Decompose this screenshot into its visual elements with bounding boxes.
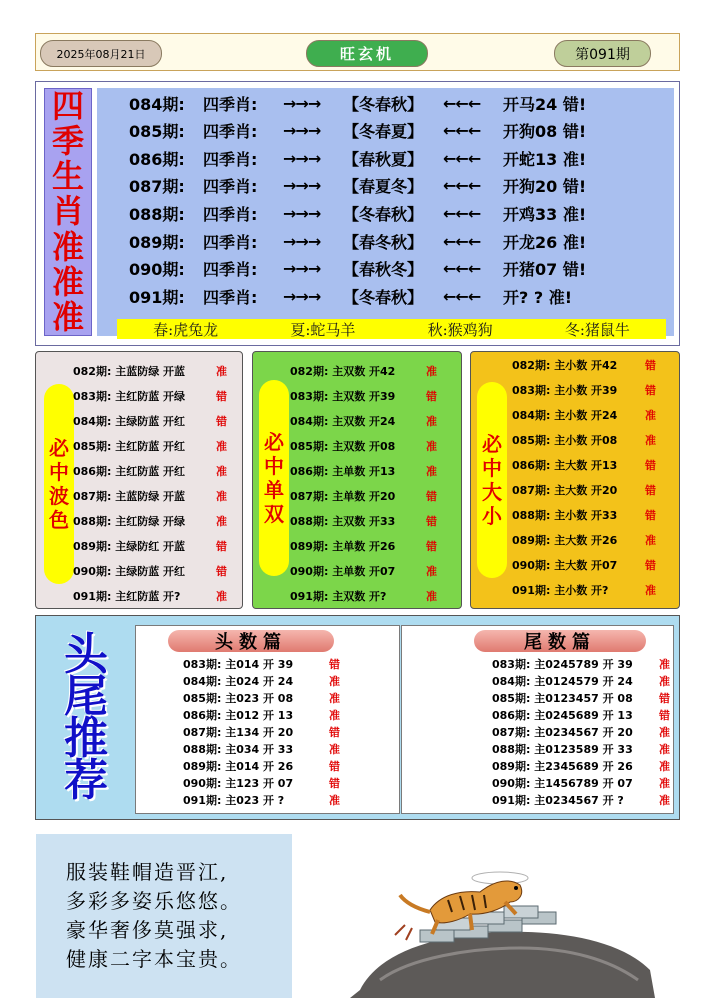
result-row <box>492 707 702 723</box>
row-text: 086期: 主0245689 开 13 <box>492 709 633 722</box>
row-mark: 错 <box>645 384 656 397</box>
row-text: 082期: 主蓝防绿 开蓝 <box>73 365 186 378</box>
four-seasons-title <box>44 88 92 336</box>
row-text: 086期: 主单数 开13 <box>290 465 396 478</box>
row-mark: 准 <box>426 465 437 478</box>
row-mark: 准 <box>659 658 670 671</box>
row-pick: 【春秋冬】 <box>343 260 424 280</box>
head-tail-section <box>35 615 680 820</box>
poem-line: 多彩多姿乐悠悠。 <box>66 889 242 913</box>
row-text: 091期: 主0234567 开 ? <box>492 794 624 807</box>
row-text: 082期: 主双数 开42 <box>290 365 396 378</box>
row-mark: 错 <box>216 415 227 428</box>
result-row <box>492 775 702 791</box>
row-text: 087期: 主134 开 20 <box>183 726 294 739</box>
row-arrow-right: →→→ <box>283 176 321 196</box>
row-text: 084期: 主024 开 24 <box>183 675 294 688</box>
title-char: 准 <box>51 297 84 336</box>
row-label: 四季肖: <box>203 204 258 224</box>
row-text: 086期: 主红防蓝 开红 <box>73 465 186 478</box>
result-row <box>492 741 702 757</box>
row-result: 开狗20 错! <box>503 177 587 197</box>
page-title: 旺玄机 <box>306 40 428 67</box>
row-text: 088期: 主034 开 33 <box>183 743 294 756</box>
row-mark: 准 <box>216 465 227 478</box>
tail-number-banner: 尾数篇 <box>474 630 646 652</box>
row-result: 开狗08 错! <box>503 122 587 142</box>
season-winter: 冬:猪鼠牛 <box>564 320 630 339</box>
row-mark: 错 <box>645 509 656 522</box>
row-mark: 准 <box>659 760 670 773</box>
row-text: 083期: 主小数 开39 <box>512 384 618 397</box>
result-row <box>183 758 393 774</box>
row-mark: 准 <box>329 743 340 756</box>
row-issue: 087期: <box>129 177 185 197</box>
result-row <box>290 537 460 555</box>
row-text: 091期: 主红防蓝 开? <box>73 590 181 603</box>
row-arrow-right: →→→ <box>283 259 321 279</box>
row-text: 090期: 主1456789 开 07 <box>492 777 633 790</box>
row-text: 086期: 主012 开 13 <box>183 709 294 722</box>
result-row <box>512 456 682 474</box>
row-text: 082期: 主小数 开42 <box>512 359 618 372</box>
row-mark: 错 <box>426 540 437 553</box>
row-mark: 错 <box>216 390 227 403</box>
row-pick: 【冬春秋】 <box>343 204 424 224</box>
row-text: 085期: 主0123457 开 08 <box>492 692 633 705</box>
row-mark: 准 <box>329 675 340 688</box>
row-text: 087期: 主单数 开20 <box>290 490 396 503</box>
row-mark: 准 <box>216 515 227 528</box>
result-row <box>512 481 682 499</box>
row-result: 开? ? 准! <box>503 287 573 307</box>
head-number-panel <box>135 625 400 814</box>
row-label: 四季肖: <box>203 177 258 197</box>
row-arrow-right: →→→ <box>283 286 321 306</box>
row-label: 四季肖: <box>203 232 258 252</box>
season-legend <box>117 319 666 339</box>
title-char: 四 <box>51 87 84 126</box>
season-autumn: 秋:猴鸡狗 <box>427 320 493 339</box>
row-issue: 085期: <box>129 122 185 142</box>
row-mark: 准 <box>426 590 437 603</box>
title-char: 必 <box>264 430 284 454</box>
result-row <box>512 406 682 424</box>
wave-color-box <box>35 351 243 609</box>
result-row <box>492 724 702 740</box>
row-text: 084期: 主小数 开24 <box>512 409 618 422</box>
result-row <box>73 362 243 380</box>
poem-line: 服装鞋帽造晋江, <box>66 860 229 884</box>
result-row <box>492 792 702 808</box>
row-result: 开猪07 错! <box>503 260 587 280</box>
result-row <box>73 412 243 430</box>
title-char: 肖 <box>51 192 84 231</box>
row-text: 083期: 主红防蓝 开绿 <box>73 390 186 403</box>
result-row <box>183 673 393 689</box>
title-char: 大 <box>482 480 502 504</box>
four-seasons-row <box>129 174 603 198</box>
row-arrow-right: →→→ <box>283 93 321 113</box>
row-issue: 089期: <box>129 232 185 252</box>
result-row <box>512 556 682 574</box>
wave-color-title <box>44 384 74 584</box>
result-row <box>290 562 460 580</box>
row-pick: 【春冬秋】 <box>343 232 424 252</box>
page-header <box>35 33 680 71</box>
row-mark: 错 <box>329 760 340 773</box>
head-number-banner: 头数篇 <box>168 630 334 652</box>
row-mark: 错 <box>659 692 670 705</box>
result-row <box>290 462 460 480</box>
title-char: 波 <box>49 484 69 508</box>
result-row <box>73 437 243 455</box>
four-seasons-row <box>129 201 603 225</box>
row-mark: 错 <box>645 359 656 372</box>
row-pick: 【春秋夏】 <box>343 149 424 169</box>
row-arrow-left: ←←← <box>443 203 481 223</box>
result-row <box>512 531 682 549</box>
row-mark: 准 <box>329 709 340 722</box>
row-mark: 准 <box>659 777 670 790</box>
row-text: 090期: 主123 开 07 <box>183 777 294 790</box>
title-char: 准 <box>51 227 84 266</box>
row-label: 四季肖: <box>203 94 258 114</box>
four-seasons-row <box>129 229 603 253</box>
row-mark: 准 <box>329 692 340 705</box>
row-mark: 准 <box>426 415 437 428</box>
result-row <box>512 356 682 374</box>
row-text: 085期: 主小数 开08 <box>512 434 618 447</box>
result-row <box>290 412 460 430</box>
result-row <box>512 506 682 524</box>
result-row <box>290 362 460 380</box>
result-row <box>512 431 682 449</box>
row-text: 089期: 主2345689 开 26 <box>492 760 633 773</box>
result-row <box>183 792 393 808</box>
row-result: 开龙26 准! <box>503 232 587 252</box>
result-row <box>73 537 243 555</box>
row-text: 084期: 主0124579 开 24 <box>492 675 633 688</box>
result-row <box>183 690 393 706</box>
row-text: 088期: 主0123589 开 33 <box>492 743 633 756</box>
result-row <box>492 690 702 706</box>
big-small-title <box>477 382 507 578</box>
four-seasons-row <box>129 91 603 115</box>
row-text: 088期: 主双数 开33 <box>290 515 396 528</box>
tiger-on-rock-image <box>320 840 662 998</box>
result-row <box>73 512 243 530</box>
title-char: 色 <box>49 508 69 532</box>
head-tail-title <box>50 629 122 806</box>
row-text: 088期: 主小数 开33 <box>512 509 618 522</box>
four-seasons-row <box>129 284 603 308</box>
row-text: 090期: 主绿防蓝 开红 <box>73 565 186 578</box>
result-row <box>290 587 460 605</box>
row-mark: 准 <box>645 434 656 447</box>
odd-even-box <box>252 351 462 609</box>
row-text: 088期: 主红防绿 开绿 <box>73 515 186 528</box>
row-mark: 错 <box>329 777 340 790</box>
title-char: 小 <box>482 504 502 528</box>
result-row <box>73 462 243 480</box>
row-issue: 091期: <box>129 287 185 307</box>
row-text: 085期: 主红防蓝 开红 <box>73 440 186 453</box>
dash-marks <box>395 925 412 940</box>
row-mark: 错 <box>426 490 437 503</box>
row-arrow-left: ←←← <box>443 259 481 279</box>
row-mark: 错 <box>216 565 227 578</box>
row-text: 084期: 主双数 开24 <box>290 415 396 428</box>
result-row <box>512 581 682 599</box>
four-seasons-row <box>129 146 603 170</box>
row-arrow-left: ←←← <box>443 93 481 113</box>
row-pick: 【春夏冬】 <box>343 177 424 197</box>
row-issue: 088期: <box>129 204 185 224</box>
result-row <box>290 512 460 530</box>
row-mark: 准 <box>216 490 227 503</box>
result-row <box>73 487 243 505</box>
row-mark: 错 <box>645 459 656 472</box>
row-mark: 准 <box>216 440 227 453</box>
row-result: 开鸡33 准! <box>503 204 587 224</box>
row-mark: 准 <box>426 365 437 378</box>
result-row <box>183 724 393 740</box>
row-label: 四季肖: <box>203 122 258 142</box>
row-arrow-left: ←←← <box>443 231 481 251</box>
result-row <box>183 775 393 791</box>
row-pick: 【冬春秋】 <box>343 287 424 307</box>
row-mark: 错 <box>329 658 340 671</box>
row-text: 083期: 主双数 开39 <box>290 390 396 403</box>
title-char: 必 <box>49 436 69 460</box>
row-text: 089期: 主大数 开26 <box>512 534 618 547</box>
row-issue: 090期: <box>129 260 185 280</box>
four-seasons-row <box>129 257 603 281</box>
result-row <box>290 387 460 405</box>
title-char: 中 <box>49 460 69 484</box>
result-row <box>183 656 393 672</box>
season-spring: 春:虎兔龙 <box>153 320 219 339</box>
row-arrow-right: →→→ <box>283 203 321 223</box>
row-text: 091期: 主双数 开? <box>290 590 387 603</box>
result-row <box>492 673 702 689</box>
big-small-box <box>470 351 680 609</box>
row-mark: 错 <box>329 726 340 739</box>
issue-badge: 第091期 <box>554 40 651 67</box>
row-text: 087期: 主0234567 开 20 <box>492 726 633 739</box>
title-char: 头 <box>64 629 108 680</box>
row-label: 四季肖: <box>203 149 258 169</box>
result-row <box>73 562 243 580</box>
row-arrow-left: ←←← <box>443 176 481 196</box>
title-char: 尾 <box>64 671 108 722</box>
title-char: 单 <box>264 478 284 502</box>
row-text: 089期: 主单数 开26 <box>290 540 396 553</box>
tail-number-panel <box>401 625 674 814</box>
row-text: 087期: 主蓝防绿 开蓝 <box>73 490 186 503</box>
row-text: 084期: 主绿防蓝 开红 <box>73 415 186 428</box>
row-text: 091期: 主小数 开? <box>512 584 609 597</box>
row-label: 四季肖: <box>203 287 258 307</box>
row-text: 089期: 主绿防红 开蓝 <box>73 540 186 553</box>
row-mark: 准 <box>216 365 227 378</box>
row-mark: 错 <box>645 484 656 497</box>
row-mark: 错 <box>426 390 437 403</box>
four-seasons-panel <box>97 88 674 339</box>
row-mark: 错 <box>659 709 670 722</box>
row-text: 087期: 主大数 开20 <box>512 484 618 497</box>
row-mark: 准 <box>645 409 656 422</box>
row-text: 083期: 主014 开 39 <box>183 658 294 671</box>
tiger-illustration <box>320 840 662 998</box>
poem-line: 豪华奢侈莫强求, <box>66 918 229 942</box>
row-mark: 错 <box>426 515 437 528</box>
title-char: 推 <box>64 713 108 764</box>
row-mark: 准 <box>645 534 656 547</box>
row-text: 085期: 主023 开 08 <box>183 692 294 705</box>
row-arrow-left: ←←← <box>443 121 481 141</box>
result-row <box>183 741 393 757</box>
row-arrow-left: ←←← <box>443 148 481 168</box>
season-summer: 夏:蛇马羊 <box>290 320 356 339</box>
row-result: 开马24 错! <box>503 94 587 114</box>
odd-even-title <box>259 380 289 576</box>
row-issue: 084期: <box>129 94 185 114</box>
row-text: 085期: 主双数 开08 <box>290 440 396 453</box>
row-arrow-left: ←←← <box>443 286 481 306</box>
row-arrow-right: →→→ <box>283 148 321 168</box>
row-mark: 准 <box>426 440 437 453</box>
title-char: 生 <box>51 157 84 196</box>
title-char: 中 <box>264 454 284 478</box>
row-mark: 准 <box>659 726 670 739</box>
four-seasons-row <box>129 119 603 143</box>
title-char: 准 <box>51 262 84 301</box>
row-arrow-right: →→→ <box>283 121 321 141</box>
row-mark: 准 <box>659 743 670 756</box>
row-mark: 错 <box>645 559 656 572</box>
row-mark: 准 <box>659 675 670 688</box>
result-row <box>290 487 460 505</box>
result-row <box>492 758 702 774</box>
title-char: 季 <box>51 122 84 161</box>
title-char: 双 <box>264 502 284 526</box>
row-pick: 【冬春夏】 <box>343 122 424 142</box>
title-char: 中 <box>482 456 502 480</box>
row-text: 090期: 主单数 开07 <box>290 565 396 578</box>
row-mark: 准 <box>659 794 670 807</box>
row-arrow-right: →→→ <box>283 231 321 251</box>
row-mark: 错 <box>216 540 227 553</box>
poem-line: 健康二字本宝贵。 <box>66 947 242 971</box>
row-text: 090期: 主大数 开07 <box>512 559 618 572</box>
result-row <box>492 656 702 672</box>
result-row <box>290 437 460 455</box>
row-mark: 准 <box>329 794 340 807</box>
row-result: 开蛇13 准! <box>503 149 587 169</box>
row-issue: 086期: <box>129 149 185 169</box>
result-row <box>183 707 393 723</box>
row-mark: 准 <box>645 584 656 597</box>
result-row <box>73 587 243 605</box>
poem-box <box>36 834 292 998</box>
row-mark: 准 <box>216 590 227 603</box>
date-badge: 2025年08月21日 <box>40 40 162 67</box>
four-seasons-section <box>35 81 680 346</box>
row-label: 四季肖: <box>203 260 258 280</box>
row-text: 089期: 主014 开 26 <box>183 760 294 773</box>
row-pick: 【冬春秋】 <box>343 94 424 114</box>
row-text: 083期: 主0245789 开 39 <box>492 658 633 671</box>
row-text: 091期: 主023 开 ? <box>183 794 285 807</box>
title-char: 必 <box>482 432 502 456</box>
row-mark: 准 <box>426 565 437 578</box>
result-row <box>512 381 682 399</box>
title-char: 荐 <box>64 755 108 806</box>
row-text: 086期: 主大数 开13 <box>512 459 618 472</box>
result-row <box>73 387 243 405</box>
